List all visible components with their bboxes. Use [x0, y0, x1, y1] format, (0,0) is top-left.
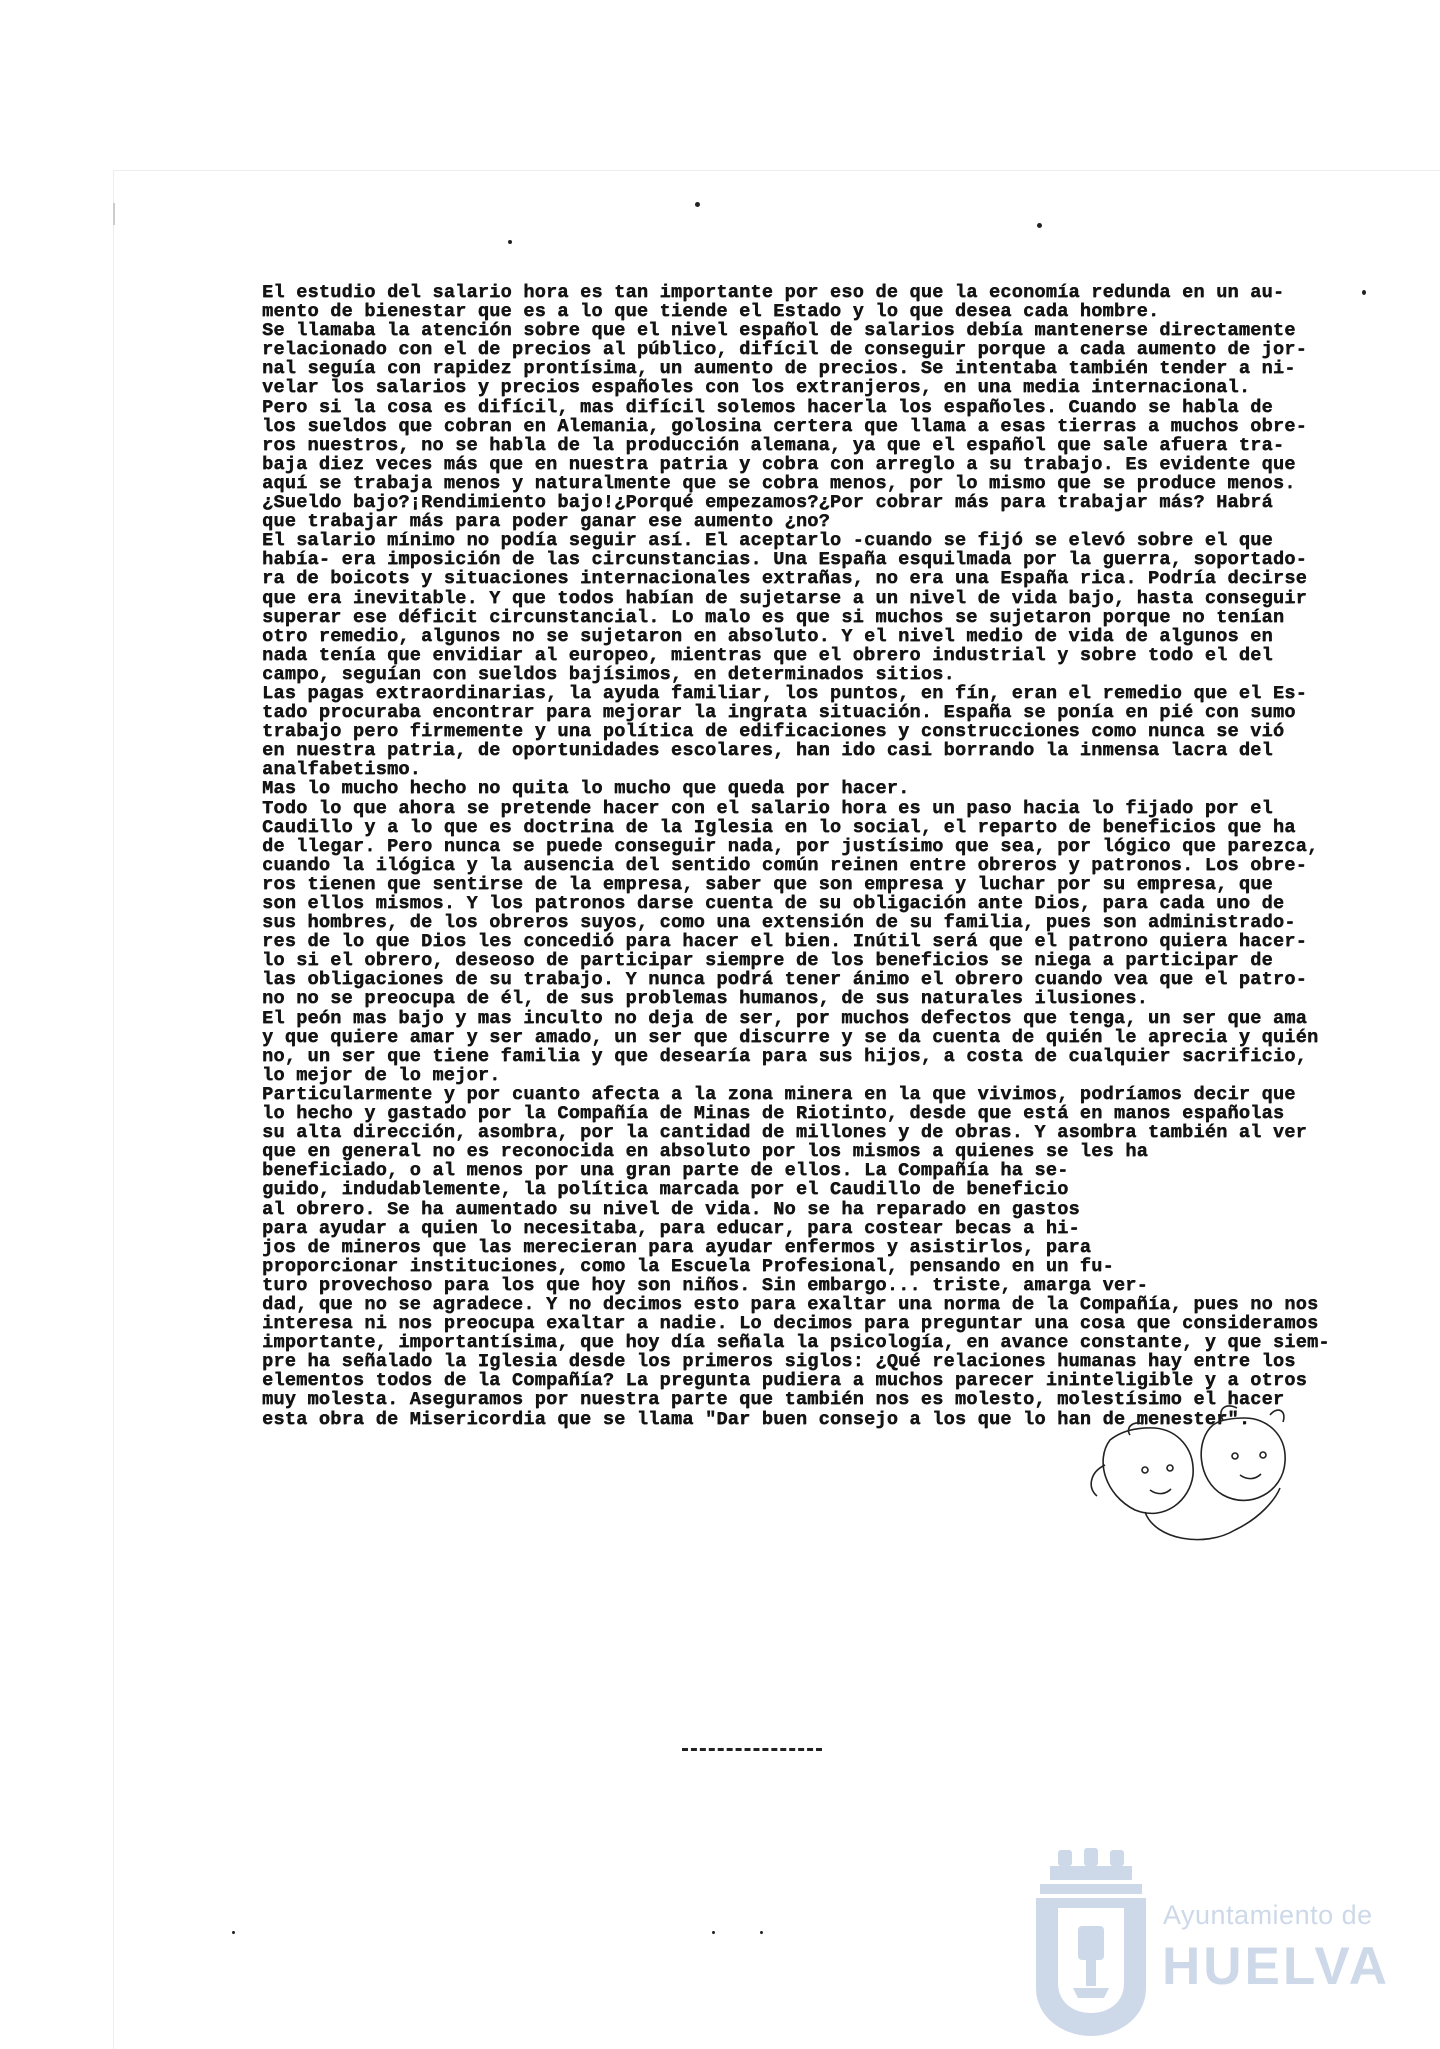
huelva-seal-icon [1028, 1848, 1153, 2038]
text-line: baja diez veces más que en nuestra patria y cobra con arreglo a su trabajo. Es evidente que [262, 453, 1296, 475]
text-line: son ellos mismos. Y los patronos darse cuenta de su obligación ante Dios, para cada uno de [262, 893, 1285, 914]
text-line: aquí se trabaja menos y naturalmente que se cobra menos, por lo mismo que se produce menos. [262, 472, 1296, 494]
body-text [262, 283, 1340, 1429]
text-line: Pero si la cosa es difícil, mas difícil solemos hacerla los españoles. Cuando se habla de [262, 396, 1273, 418]
text-line: nal seguía con rapidez prontísima, un aumento de precios. Se intentaba también tender a ni- [262, 358, 1296, 380]
text-line: Todo lo que ahora se pretende hacer con el salario hora es un paso hacia lo fijado por el [262, 797, 1273, 819]
text-line: analfabetismo. [262, 759, 422, 781]
scan-speck [232, 1931, 235, 1934]
scan-speck [695, 202, 700, 207]
text-line: lo mejor de lo mejor. [262, 1064, 501, 1086]
text-line: en nuestra patria, de oportunidades escolares, han ido casi borrando la inmensa lacra del [262, 740, 1273, 762]
text-line: El peón mas bajo y mas inculto no deja de ser, por muchos defectos que tenga, un ser que ama [262, 1007, 1307, 1029]
text-line: sus hombres, de los obreros suyos, como una extensión de su familia, pues son administrado- [262, 912, 1296, 934]
margin-mark [113, 203, 121, 225]
text-line: los sueldos que cobran en Alemania, golosina certera que llama a esas tierras a muchos obre- [262, 415, 1307, 437]
section-divider [682, 1748, 822, 1751]
text-line: res de lo que Dios les concedió para hacer el bien. Inútil será que el patrono quiera hacer- [262, 931, 1307, 953]
text-line: interesa ni nos preocupa exaltar a nadie. Lo decimos para preguntar una cosa que consideramos [262, 1313, 1319, 1335]
text-line: cuando la ilógica y la ausencia del sentido común reinen entre obreros y patronos. Los obre- [262, 854, 1307, 876]
watermark-city: HUELVA [1162, 1937, 1391, 1996]
text-line: guido, indudablemente, la política marcada por el Caudillo de beneficio [262, 1179, 1069, 1201]
text-line: lo hecho y gastado por la Compañía de Minas de Riotinto, desde que está en manos españolas [262, 1103, 1285, 1125]
text-line: turo provechoso para los que hoy son niños. Sin embargo... triste, amarga ver- [262, 1274, 1148, 1296]
text-line: ros tienen que sentirse de la empresa, saber que son empresa y luchar por su empresa, que [262, 873, 1273, 895]
text-line: para ayudar a quien lo necesitaba, para educar, para costear becas a hi- [262, 1217, 1080, 1239]
text-line: El estudio del salario hora es tan importante por eso de que la economía redunda en un au- [262, 282, 1285, 303]
text-line: campo, seguían con sueldos bajísimos, en determinados sitios. [262, 663, 955, 685]
text-line: Caudillo y a lo que es doctrina de la Iglesia en lo social, el reparto de beneficios que ha [262, 816, 1296, 838]
text-line: pre ha señalado la Iglesia desde los primeros siglos: ¿Qué relaciones humanas hay entre los [262, 1351, 1296, 1373]
text-line: que era inevitable. Y que todos habían de sujetarse a un nivel de vida bajo, hasta conseguir [262, 587, 1307, 609]
text-line: elementos todos de la Compañía? La pregunta pudiera a muchos parecer ininteligible y a otros [262, 1370, 1307, 1392]
text-line: importante, importantísima, que hoy día señala la psicología, en avance constante, y que siem- [262, 1332, 1330, 1354]
text-line: tado procuraba encontrar para mejorar la ingrata situación. España se ponía en pié con sumo [262, 702, 1296, 724]
text-line: ros nuestros, no se habla de la producción alemana, ya que el español que sale afuera tra- [262, 434, 1285, 456]
text-line: de llegar. Pero nunca se puede conseguir nada, por justísimo que sea, por lógico que parezca, [262, 835, 1319, 857]
text-line: esta obra de Misericordia que se llama "Dar buen consejo a los que lo han de menester". [262, 1408, 1251, 1430]
text-line: mento de bienestar que es a lo que tiende el Estado y lo que desea cada hombre. [262, 301, 1160, 323]
scan-speck [508, 240, 512, 244]
text-line: jos de mineros que las merecieran para ayudar enfermos y asistirlos, para [262, 1236, 1092, 1258]
text-line: que trabajar más para poder ganar ese aumento ¿no? [262, 511, 830, 533]
scan-speck [760, 1931, 763, 1934]
text-line: las obligaciones de su trabajo. Y nunca podrá tener ánimo el obrero cuando vea que el patro- [262, 969, 1307, 991]
text-line: había- era imposición de las circunstancias. Una España esquilmada por la guerra, soportado- [262, 549, 1307, 571]
scan-speck [1037, 223, 1042, 228]
watermark-town-hall: Ayuntamiento de [1163, 1900, 1373, 1930]
text-line: que en general no es reconocida en absoluto por los mismos a quienes se les ha [262, 1141, 1148, 1163]
text-line: superar ese déficit circunstancial. Lo malo es que si muchos se sujetaron porque no tenían [262, 606, 1285, 628]
text-line: proporcionar instituciones, como la Escuela Profesional, pensando en un fu- [262, 1255, 1114, 1277]
text-line: y que quiere amar y ser amado, un ser que discurre y se da cuenta de quién le aprecia y quién [262, 1026, 1319, 1048]
text-line: ¿Sueldo bajo?¡Rendimiento bajo!¿Porqué empezamos?¿Por cobrar más para trabajar más? Habrá [262, 492, 1273, 514]
text-line: al obrero. Se ha aumentado su nivel de vida. No se ha reparado en gastos [262, 1198, 1080, 1220]
text-line: relacionado con el de precios al público, difícil de conseguir porque a cada aumento de jor- [262, 339, 1307, 361]
text-line: Particularmente y por cuanto afecta a la zona minera en la que vivimos, podríamos decir que [262, 1083, 1296, 1105]
text-line: lo si el obrero, deseoso de participar siempre de los beneficios se niega a participar de [262, 950, 1273, 972]
text-line: velar los salarios y precios españoles con los extranjeros, en una media internacional. [262, 377, 1251, 399]
text-line: no, un ser que tiene familia y que desearía para sus hijos, a costa de cualquier sacrificio, [262, 1045, 1307, 1067]
text-line: muy molesta. Aseguramos por nuestra parte que también nos es molesto, molestísimo el hacer [262, 1389, 1285, 1411]
scan-speck [712, 1931, 715, 1934]
text-line: no no se preocupa de él, de sus problemas humanos, de sus naturales ilusiones. [262, 988, 1148, 1010]
text-line: otro remedio, algunos no se sujetaron en absoluto. Y el nivel medio de vida de algunos en [262, 625, 1273, 647]
text-line: beneficiado, o al menos por una gran parte de ellos. La Compañía ha se- [262, 1160, 1069, 1182]
text-line: ra de boicots y situaciones internacionales extrañas, no era una España rica. Podría decirse [262, 568, 1307, 590]
text-line: nada tenía que envidiar al europeo, mientras que el obrero industrial y sobre todo el del [262, 644, 1273, 666]
children-sketch [1085, 1400, 1345, 1550]
text-line: Se llamaba la atención sobre que el nivel español de salarios debía mantenerse directamente [262, 320, 1296, 342]
text-line: trabajo pero firmemente y una política de edificaciones y construcciones como nunca se vió [262, 721, 1285, 743]
town-hall-watermark [1028, 1848, 1391, 2048]
scan-speck [1362, 290, 1366, 295]
text-line: El salario mínimo no podía seguir así. El aceptarlo -cuando se fijó se elevó sobre el que [262, 530, 1273, 552]
text-line: su alta dirección, asombra, por la cantidad de millones y de obras. Y asombra también al ver [262, 1122, 1307, 1144]
text-line: Las pagas extraordinarias, la ayuda familiar, los puntos, en fín, eran el remedio que el Es- [262, 682, 1307, 704]
text-line: dad, que no se agradece. Y no decimos esto para exaltar una norma de la Compañía, pues no nos [262, 1293, 1319, 1315]
text-line: Mas lo mucho hecho no quita lo mucho que queda por hacer. [262, 778, 910, 800]
